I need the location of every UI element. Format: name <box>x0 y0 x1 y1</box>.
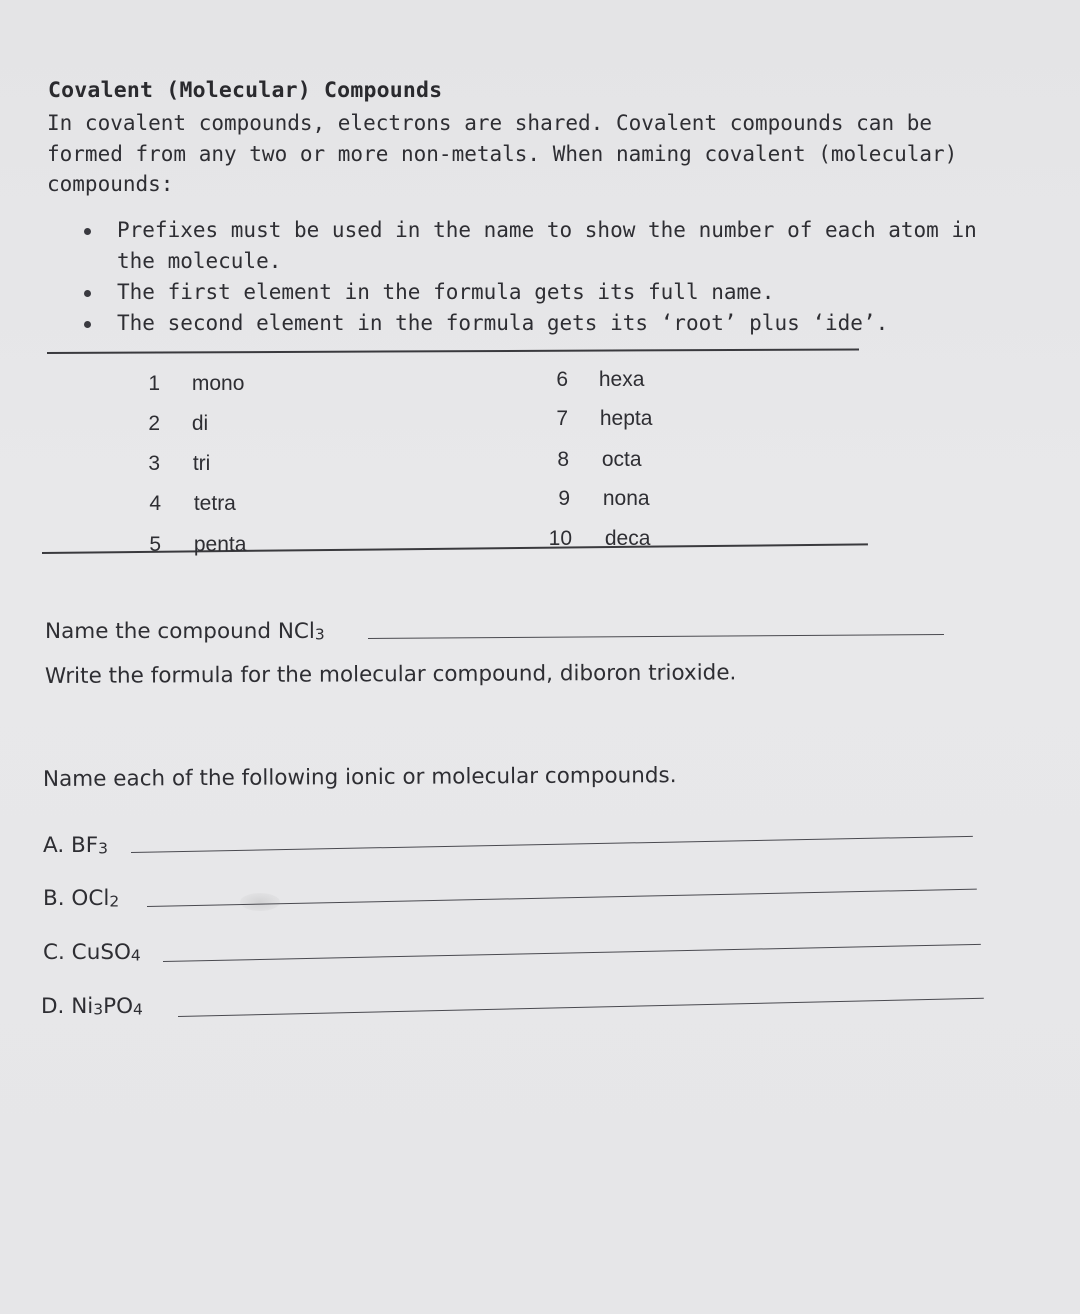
subscript: 2 <box>109 892 120 911</box>
prefix-name: hexa <box>598 368 645 391</box>
intro-line: In covalent compounds, electrons are shared. Covalent compounds can be <box>47 111 933 135</box>
prefix-number: 6 <box>556 368 568 391</box>
prefix-name: tetra <box>193 492 236 515</box>
answer-line-ncl3[interactable] <box>368 634 944 639</box>
compound-label: C. CuSO <box>43 940 131 965</box>
intro-line: compounds: <box>47 172 174 196</box>
question-text: Name the compound NCl <box>45 619 315 644</box>
bullet-icon <box>84 290 91 297</box>
prefix-name: tri <box>192 452 211 475</box>
rule-text: The first element in the formula gets its full name. <box>117 280 775 304</box>
compound-label: B. OCl <box>43 886 110 911</box>
rule-text: Prefixes must be used in the name to show the number of each atom in <box>117 218 977 242</box>
prefix-row <box>140 412 208 436</box>
prefix-number: 7 <box>556 407 568 430</box>
paper-smudge <box>240 893 280 911</box>
rule-item <box>80 215 977 277</box>
rule-item <box>80 277 977 308</box>
prefix-row <box>141 533 246 557</box>
compound-c <box>43 940 141 965</box>
subscript: 3 <box>98 839 108 858</box>
prefix-row <box>540 407 652 431</box>
compound-label: A. BF <box>43 833 99 858</box>
rule-item <box>80 308 977 339</box>
question-name-compounds: Name each of the following ionic or molecular compounds. <box>42 763 677 792</box>
compound-label: D. Ni <box>41 994 94 1019</box>
prefix-name: penta <box>193 533 247 556</box>
prefix-number: 1 <box>148 372 160 395</box>
prefix-row <box>140 372 244 396</box>
prefix-row <box>140 452 210 476</box>
prefix-name: mono <box>191 372 245 395</box>
prefix-number: 5 <box>149 533 161 556</box>
compound-b <box>43 886 119 911</box>
prefix-number: 9 <box>558 487 570 510</box>
prefix-row <box>540 368 644 392</box>
compound-label-tail: PO <box>103 994 134 1019</box>
prefix-number: 4 <box>149 492 161 515</box>
subscript: 3 <box>93 1000 104 1019</box>
answer-line-c[interactable] <box>163 944 981 962</box>
prefix-row <box>541 448 642 472</box>
subscript: 4 <box>130 946 141 965</box>
question-name-ncl3 <box>45 619 325 644</box>
rule-text-continued: the molecule. <box>117 249 282 273</box>
prefix-row <box>544 527 650 551</box>
table-top-rule <box>47 348 859 354</box>
compound-d <box>41 994 143 1019</box>
prefix-name: deca <box>604 527 651 550</box>
bullet-icon <box>84 321 91 328</box>
bullet-icon <box>84 228 91 235</box>
naming-rules-list <box>80 215 977 339</box>
rule-text: The second element in the formula gets its ‘root’ plus ‘ide’. <box>117 311 889 335</box>
page-title: Covalent (Molecular) Compounds <box>48 78 443 103</box>
prefix-row <box>542 487 650 511</box>
answer-line-d[interactable] <box>178 998 984 1017</box>
intro-paragraph <box>47 108 987 200</box>
answer-line-a[interactable] <box>131 836 973 853</box>
prefix-name: nona <box>602 487 650 510</box>
intro-line: formed from any two or more non-metals. When naming covalent (molecular) <box>47 141 958 166</box>
prefix-number: 2 <box>148 412 160 435</box>
question-diboron-trioxide: Write the formula for the molecular compound, diboron trioxide. <box>44 660 737 689</box>
prefix-number: 10 <box>548 527 572 550</box>
prefix-name: hepta <box>599 407 653 430</box>
prefix-name: di <box>191 412 209 435</box>
compound-a <box>43 833 108 858</box>
subscript: 3 <box>314 625 325 644</box>
prefix-number: 8 <box>557 448 569 471</box>
prefix-row <box>141 492 236 516</box>
subscript: 4 <box>133 1000 143 1019</box>
prefix-number: 3 <box>148 452 160 475</box>
prefix-name: octa <box>601 448 642 471</box>
